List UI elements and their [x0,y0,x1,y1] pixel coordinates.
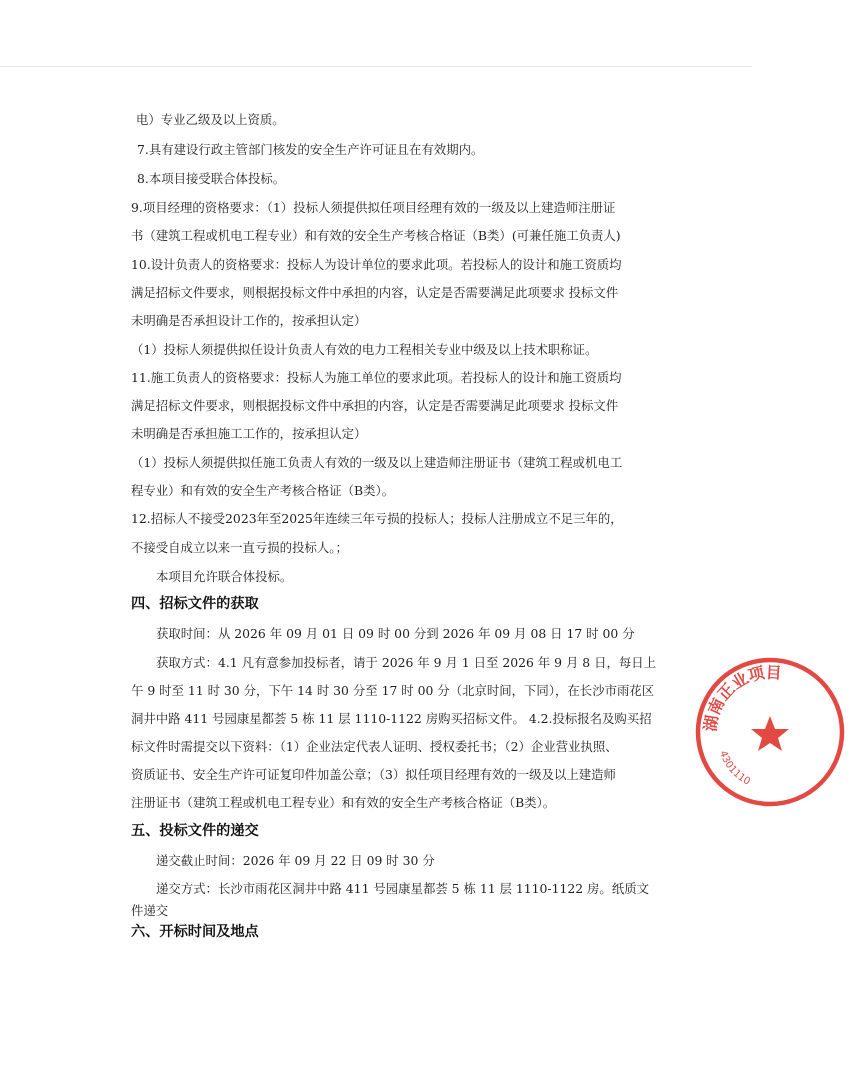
text-line: 9.项目经理的资格要求：（1）投标人须提供拟任项目经理有效的一级及以上建造师注册证 [131,200,616,215]
text-line: 递交截止时间：2026 年 09 月 22 日 09 时 30 分 [156,853,435,868]
text-line: 标文件时需提交以下资料：（1）企业法定代表人证明、授权委托书；（2）企业营业执照、 [131,739,618,754]
section-heading: 五、投标文件的递交 [131,823,259,839]
text-line: 未明确是否承担施工工作的，按承担认定） [131,426,367,441]
text-line: 注册证书（建筑工程或机电工程专业）和有效的安全生产考核合格证（B类）。 [131,795,556,810]
text-line: 书（建筑工程或机电工程专业）和有效的安全生产考核合格证（B类）(可兼任施工负责人) [131,228,621,243]
text-line: （1）投标人须提供拟任设计负责人有效的电力工程相关专业中级及以上技术职称证。 [131,342,598,357]
text-line: 获取时间：从 2026 年 09 月 01 日 09 时 00 分到 2026 年 09 月 08 日 17 时 00 分 [156,626,635,641]
text-line: 电）专业乙级及以上资质。 [136,112,285,127]
seal-bottom-text: 4301110 [717,749,752,788]
text-line: 本项目允许联合体投标。 [156,569,293,584]
text-line: （1）投标人须提供拟任施工负责人有效的一级及以上建造师注册证书（建筑工程或机电工 [131,455,623,470]
svg-text:4301110 [717,749,752,787]
text-line: 递交方式：长沙市雨花区洞井中路 411 号园康星都荟 5 栋 11 层 1110-1122 房。纸质文 [156,881,649,896]
text-line: 12.招标人不接受2023年至2025年连续三年亏损的投标人；投标人注册成立不足三年的， [131,511,623,526]
text-line: 资质证书、安全生产许可证复印件加盖公章；（3）拟任项目经理有效的一级及以上建造师 [131,767,616,782]
page-top-divider [0,66,752,67]
text-line: 满足招标文件要求，则根据投标文件中承担的内容，认定是否需要满足此项要求 投标文件 [131,398,619,413]
seal-top-text: 湖南正业项目 [700,662,783,733]
text-line: 洞井中路 411 号园康星都荟 5 栋 11 层 1110-1122 房购买招标文件。 4.2.投标报名及购买招 [131,711,652,726]
text-line: 满足招标文件要求，则根据投标文件中承担的内容，认定是否需要满足此项要求 投标文件 [131,285,619,300]
text-line: 不接受自成立以来一直亏损的投标人。； [131,540,348,555]
section-heading: 四、招标文件的获取 [131,596,259,612]
text-line: 10.设计负责人的资格要求：投标人为设计单位的要求此项。若投标人的设计和施工资质均 [131,257,622,272]
text-line: 获取方式：4.1 凡有意参加投标者，请于 2026 年 9 月 1 日至 2026 年 9 月 8 日，每日上 [156,655,657,670]
text-line: 11.施工负责人的资格要求：投标人为施工单位的要求此项。若投标人的设计和施工资质均 [131,370,622,385]
text-line: 午 9 时至 11 时 30 分，下午 14 时 30 分至 17 时 00 分（北京时间，下同），在长沙市雨花区 [131,683,655,698]
text-line: 8.本项目接受联合体投标。 [137,171,286,186]
text-line: 7.具有建设行政主管部门核发的安全生产许可证且在有效期内。 [137,142,484,157]
company-seal-stamp [690,652,850,812]
section-heading: 六、开标时间及地点 [131,924,259,940]
text-line: 未明确是否承担设计工作的，按承担认定） [131,313,367,328]
text-line: 件递交 [131,903,169,918]
text-line: 程专业）和有效的安全生产考核合格证（B类）。 [131,483,395,498]
